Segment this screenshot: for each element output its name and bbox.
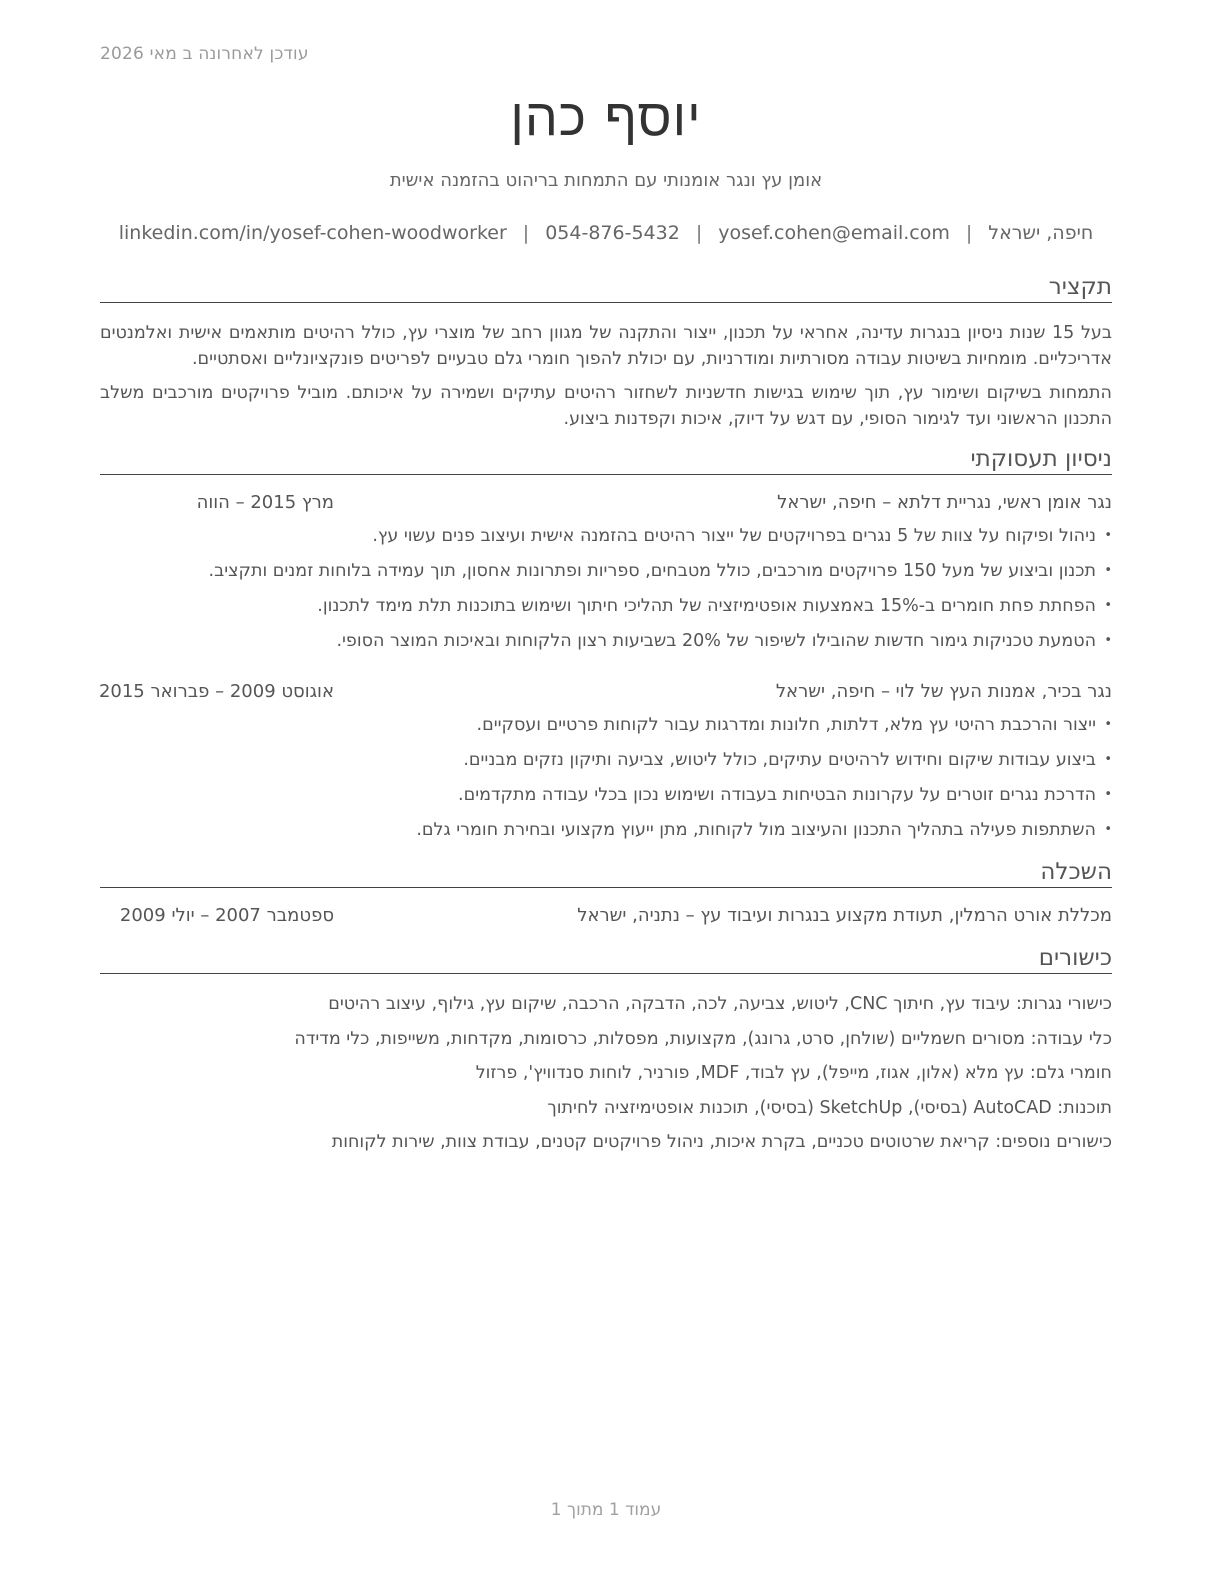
education-dates: ספטמבר 2007 – יולי 2009	[119, 905, 334, 926]
job-dates: מרץ 2015 – הווה	[196, 492, 334, 513]
summary-heading: תקציר	[100, 274, 1112, 303]
contact-separator: |	[522, 222, 530, 244]
skills-item: כישורים נוספים: קריאת שרטוטים טכניים, בקרת איכות, ניהול פרויקטים קטנים, עבודת צוות, שירות לקוחות	[331, 1132, 1112, 1152]
contact-location: חיפה, ישראל	[988, 222, 1094, 244]
job-bullets	[100, 523, 1112, 663]
contact-line	[100, 222, 1112, 244]
job-title: נגר בכיר, אמנות העץ של לוי – חיפה, ישראל	[775, 681, 1112, 702]
contact-separator: |	[965, 222, 973, 244]
job-bullet: • הטמעת טכניקות גימור חדשות שהובילו לשיפור של 20% בשביעות רצון הלקוחות ובאיכות המוצר הסופי.	[100, 628, 1112, 663]
job-bullet: • ביצוע עבודות שיקום וחידוש לרהיטים עתיקים, כולל ליטוש, צביעה ותיקון נזקים מבניים.	[100, 747, 1112, 782]
skills-item: כלי עבודה: מסורים חשמליים (שולחן, סרט, גרונג), מקצועות, מפסלות, כרסומות, מקדחות, משייפות, כלי מדידה	[294, 1028, 1112, 1049]
skills-heading: כישורים	[100, 945, 1112, 974]
job-header	[100, 492, 1112, 518]
job-bullet: • ניהול ופיקוח על צוות של 5 נגרים בפרויקטים של ייצור רהיטים בהזמנה אישית ועיצוב פנים עשוי עץ.	[100, 523, 1112, 558]
job-bullet: • תכנון וביצוע של מעל 150 פרויקטים מורכבים, כולל מטבחים, ספריות ופתרונות אחסון, תוך עמידה בלוחות זמנים ותקציב.	[100, 558, 1112, 593]
education-entry	[100, 905, 1112, 931]
skills-item: תוכנות: AutoCAD (בסיסי), SketchUp (בסיסי), תוכנות אופטימיזציה לחיתוך	[547, 1097, 1112, 1118]
job-dates: אוגוסט 2009 – פברואר 2015	[98, 681, 334, 702]
contact-separator: |	[695, 222, 703, 244]
skills-item: חומרי גלם: עץ מלא (אלון, אגוז, מייפל), עץ לבוד, MDF, פורניר, לוחות סנדוויץ', פרזול	[475, 1063, 1112, 1083]
contact-email[interactable]: yosef.cohen@email.com	[718, 222, 950, 244]
skills-item: כישורי נגרות: עיבוד עץ, חיתוך CNC, ליטוש, צביעה, לכה, הדבקה, הרכבה, שיקום עץ, גילוף, עיצוב רהיטים	[328, 994, 1112, 1014]
contact-phone[interactable]: 054-876-5432	[545, 222, 680, 244]
last-updated-note: עודכן לאחרונה ב מאי 2026	[100, 44, 309, 64]
contact-linkedin[interactable]: linkedin.com/in/yosef-cohen-woodworker	[118, 222, 507, 244]
education-heading: השכלה	[100, 859, 1112, 888]
summary-paragraph: התמחות בשיקום ושימור עץ, תוך שימוש בגישות חדשניות לשחזור רהיטים עתיקים ושמירה על איכותם. מוביל פרויקטים מורכבים משלב התכנון הראשוני ועד לגימור הסופי, עם דגש על דיוק, איכות וקפדנות ביצוע.	[100, 383, 1112, 429]
candidate-name: יוסף כהן	[510, 88, 702, 148]
job-bullets	[100, 712, 1112, 852]
summary-paragraph: בעל 15 שנות ניסיון בנגרות עדינה, אחראי על תכנון, ייצור והתקנה של מגוון רחב של מוצרי עץ, כולל רהיטים מותאמים אישית ואלמנטים אדריכליים. מומחיות בשיטות עבודה מסורתיות ומודרניות, עם יכולת להפוך חומרי גלם טבעיים לפריטים פונקציונליים ואסתטיים.	[100, 323, 1112, 369]
resume-page	[100, 0, 1112, 1584]
job-bullet: • השתתפות פעילה בתהליך התכנון והעיצוב מול לקוחות, מתן ייעוץ מקצועי ובחירת חומרי גלם.	[100, 817, 1112, 852]
job-header	[100, 681, 1112, 707]
skills-list	[100, 991, 1112, 1164]
page-number-footer: עמוד 1 מתוך 1	[550, 1500, 662, 1520]
education-title: מכללת אורט הרמלין, תעודת מקצוע בנגרות ועיבוד עץ – נתניה, ישראל	[577, 905, 1112, 926]
job-title: נגר אומן ראשי, נגריית דלתא – חיפה, ישראל	[777, 492, 1112, 513]
job-bullet: • הדרכת נגרים זוטרים על עקרונות הבטיחות בעבודה ושימוש נכון בכלי עבודה מתקדמים.	[100, 782, 1112, 817]
job-bullet: • הפחתת פחת חומרים ב-15% באמצעות אופטימיזציה של תהליכי חיתוך ושימוש בתוכנות תלת מימד לתכנון.	[100, 593, 1112, 628]
job-bullet: • ייצור והרכבת רהיטי עץ מלא, דלתות, חלונות ומדרגות עבור לקוחות פרטיים ועסקיים.	[100, 712, 1112, 747]
experience-heading: ניסיון תעסוקתי	[100, 446, 1112, 475]
candidate-tagline: אומן עץ ונגר אומנותי עם התמחות בריהוט בהזמנה אישית	[389, 170, 823, 191]
